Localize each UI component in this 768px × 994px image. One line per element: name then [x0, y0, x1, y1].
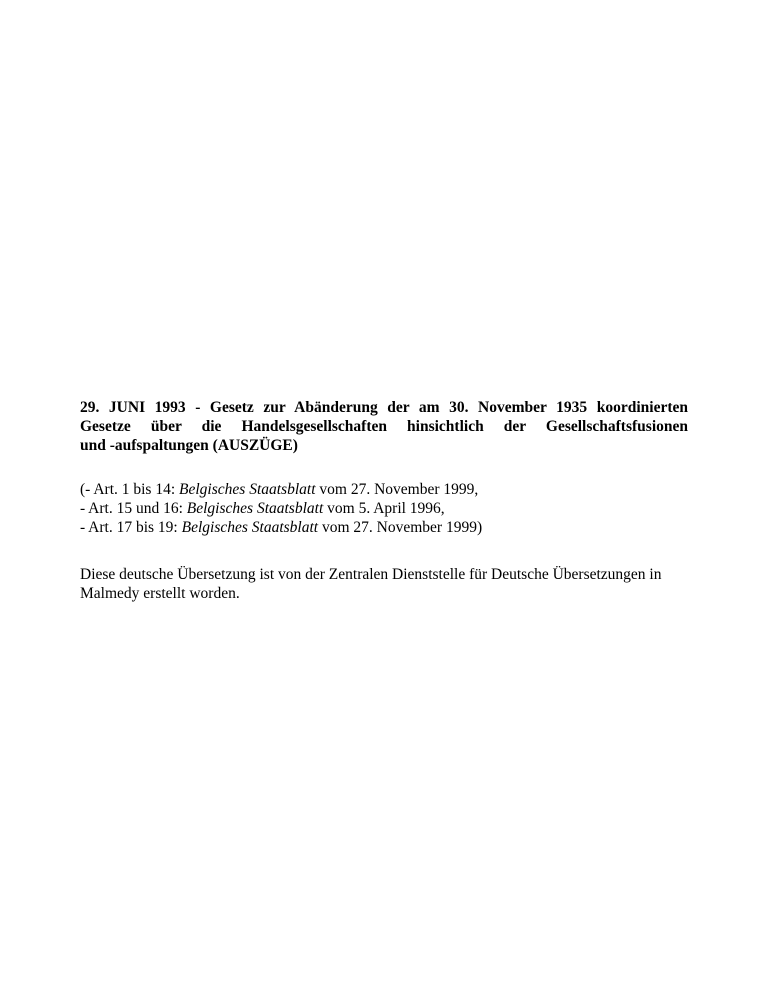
note-line: Malmedy erstellt worden. — [80, 585, 240, 602]
source-suffix: vom 27. November 1999, — [315, 481, 479, 498]
source-prefix: - Art. 15 und 16: — [80, 500, 187, 517]
source-prefix: - Art. 17 bis 19: — [80, 519, 182, 536]
title-line: 29. JUNI 1993 - Gesetz zur Abänderung der am 30. November 1935 koordinierten — [80, 399, 688, 416]
source-publication: Belgisches Staatsblatt — [179, 481, 316, 498]
source-suffix: vom 27. November 1999) — [318, 519, 483, 536]
note-line: Diese deutsche Übersetzung ist von der Zentralen Dienststelle für Deutsche Übersetzungen in — [80, 566, 662, 583]
source-publication: Belgisches Staatsblatt — [186, 500, 324, 517]
source-prefix: (- Art. 1 bis 14: — [80, 481, 180, 498]
translation-note — [80, 565, 688, 603]
source-line — [80, 499, 688, 518]
title-line: Gesetze über die Handelsgesellschaften hinsichtlich der Gesellschaftsfusionen — [80, 418, 688, 435]
publication-sources — [80, 480, 688, 537]
source-suffix: vom 5. April 1996, — [323, 500, 445, 517]
title-line: und -aufspaltungen (AUSZÜGE) — [80, 437, 298, 454]
source-line — [80, 480, 688, 499]
source-publication: Belgisches Staatsblatt — [181, 519, 319, 536]
document-title — [80, 398, 688, 455]
source-line — [80, 518, 688, 537]
